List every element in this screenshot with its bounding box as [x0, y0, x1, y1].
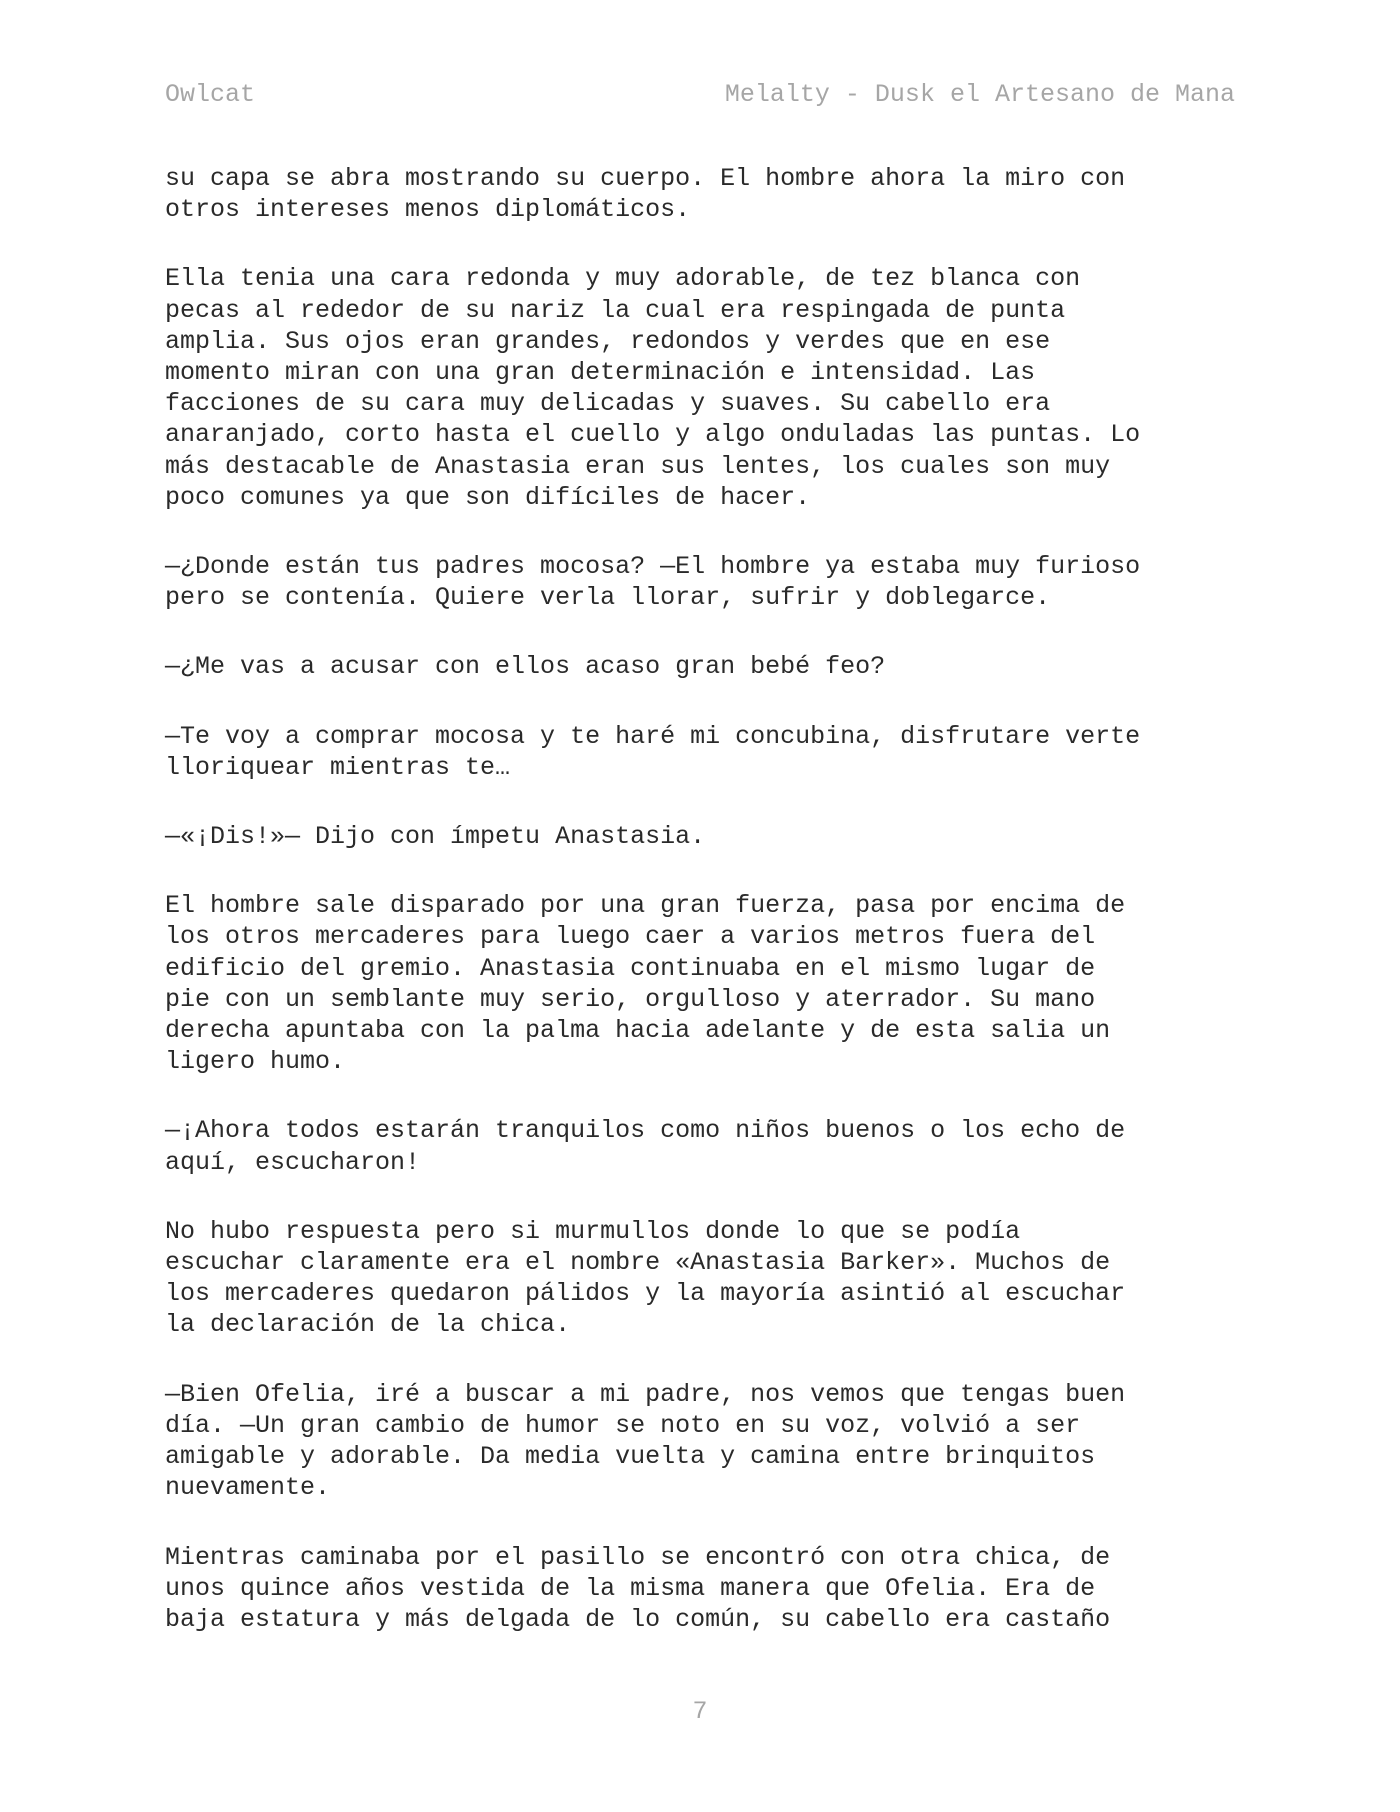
paragraph: —¿Me vas a acusar con ellos acaso gran bebé feo? — [165, 652, 886, 682]
paragraph: —Te voy a comprar mocosa y te haré mi concubina, disfrutare verte lloriquear mientras te… — [165, 721, 1141, 782]
paragraph: —¡Ahora todos estarán tranquilos como niños buenos o los echo de aquí, escucharon! — [165, 1116, 1126, 1177]
paragraph: Mientras caminaba por el pasillo se encontró con otra chica, de unos quince años vestida de la misma manera que Ofelia. Era de baja estatura y más delgada de lo común, su cabello era castaño — [165, 1542, 1111, 1634]
header-book-title: Melalty - Dusk el Artesano de Mana — [724, 80, 1235, 109]
paragraph: su capa se abra mostrando su cuerpo. El hombre ahora la miro con otros intereses menos diplomáticos. — [165, 164, 1126, 225]
paragraph: El hombre sale disparado por una gran fuerza, pasa por encima de los otros mercaderes para luego caer a varios metros fuera del edificio del gremio. Anastasia continuaba en el mismo lugar de pie con un semblante muy serio, orgulloso y aterrador. Su mano derecha apuntaba con la palma hacia adelante y de esta salia un ligero humo. — [165, 891, 1126, 1077]
paragraph: —Bien Ofelia, iré a buscar a mi padre, nos vemos que tengas buen día. —Un gran cambio de humor se noto en su voz, volvió a ser amigable y adorable. Da media vuelta y camina entre brinquitos nuevamente. — [165, 1379, 1126, 1503]
header-author: Owlcat — [165, 80, 256, 109]
page-body — [165, 163, 1245, 1673]
paragraph: No hubo respuesta pero si murmullos donde lo que se podía escuchar claramente era el nombre «Anastasia Barker». Muchos de los mercaderes quedaron pálidos y la mayoría asintió al escuchar la declaración de la chica. — [165, 1216, 1126, 1340]
page-number: 7 — [692, 1697, 708, 1726]
paragraph: —¿Donde están tus padres mocosa? —El hombre ya estaba muy furioso pero se contenía. Quiere verla llorar, sufrir y doblegarce. — [165, 552, 1141, 613]
paragraph: —«¡Dis!»— Dijo con ímpetu Anastasia. — [165, 822, 706, 852]
page-header — [165, 80, 1235, 114]
paragraph: Ella tenia una cara redonda y muy adorable, de tez blanca con pecas al rededor de su nariz la cual era respingada de punta amplia. Sus ojos eran grandes, redondos y verdes que en ese momento miran con una gran determinación e intensidad. Las facciones de su cara muy delicadas y suaves. Su cabello era anaranjado, corto hasta el cuello y algo onduladas las puntas. Lo más destacable de Anastasia eran sus lentes, los cuales son muy poco comunes ya que son difíciles de hacer. — [165, 264, 1141, 512]
